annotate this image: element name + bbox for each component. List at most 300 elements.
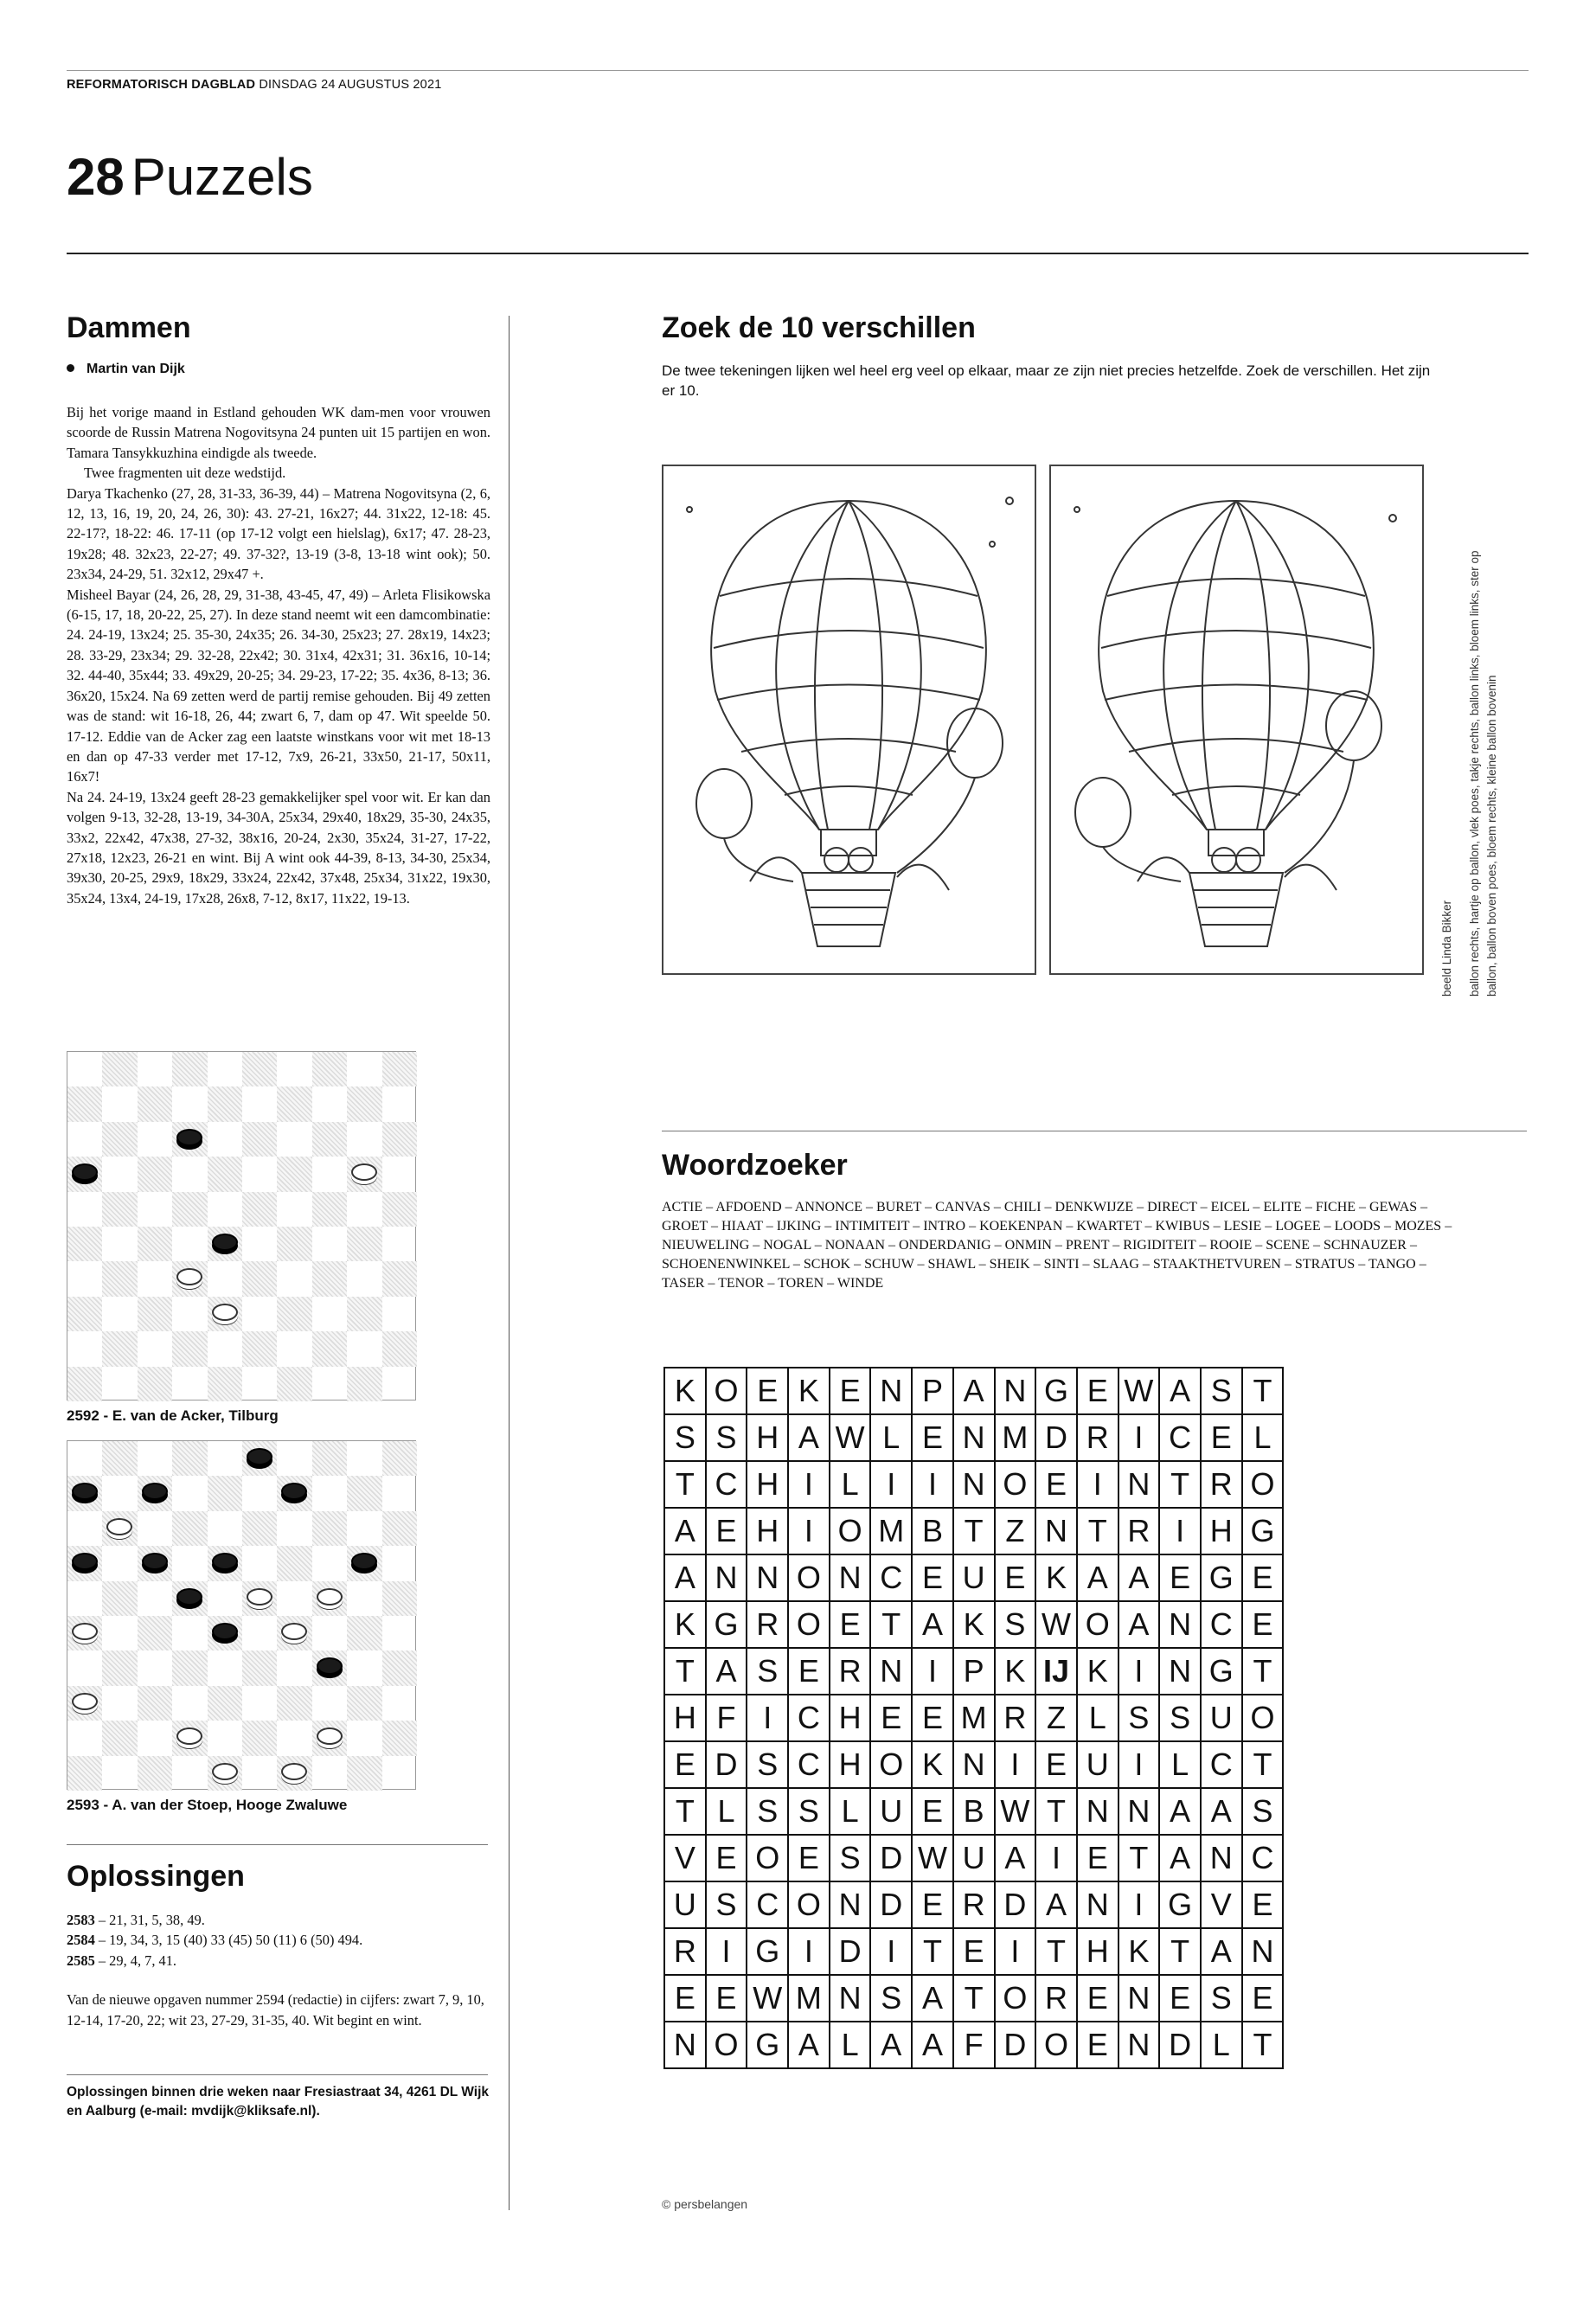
board-square — [138, 1650, 172, 1685]
grid-cell: C — [706, 1461, 747, 1508]
grid-cell: A — [788, 1414, 830, 1461]
grid-cell: S — [870, 1975, 912, 2022]
grid-cell: E — [706, 1975, 747, 2022]
dammen-paragraph: Darya Tkachenko (27, 28, 31-33, 36-39, 44) – Matrena Nogovitsyna (2, 6, 12, 13, 16, 19, 20, 24, 26, 30): 43. 27-21, 16x27; 44. 31x22, 12-18: 45. 22-17?, 18-22: 46. 17-11 (op 17-12 volgt een hielslag), 6x17; 47. 28-23, 19x28; 48. 32x23, 22-27; 49. 37-32?, 13-19 (3-8, 13-18 wint ook); 50. 23x34, 24-29, 51. 32x12, 29x47 +. — [67, 484, 490, 583]
column-divider — [509, 316, 510, 2210]
board-square — [67, 1441, 102, 1476]
illustration-credit: beeld Linda Bikker — [1440, 900, 1453, 997]
grid-cell: N — [1077, 1788, 1118, 1835]
board-square — [102, 1227, 137, 1261]
grid-cell: S — [747, 1741, 788, 1788]
grid-cell: N — [830, 1975, 871, 2022]
grid-cell: I — [1159, 1508, 1201, 1554]
board-square — [347, 1511, 381, 1546]
grid-cell: C — [1159, 1414, 1201, 1461]
board-square — [172, 1441, 207, 1476]
grid-cell: L — [1077, 1695, 1118, 1741]
grid-row — [664, 1788, 1283, 1835]
grid-cell: L — [1201, 2022, 1242, 2068]
grid-cell: V — [664, 1835, 706, 1881]
grid-cell: D — [995, 2022, 1036, 2068]
board-square — [172, 1157, 207, 1191]
grid-cell: K — [995, 1648, 1036, 1695]
grid-cell: O — [788, 1601, 830, 1648]
grid-cell: R — [1201, 1461, 1242, 1508]
grid-cell: I — [747, 1695, 788, 1741]
grid-cell: T — [664, 1648, 706, 1695]
grid-row — [664, 1461, 1283, 1508]
grid-cell: E — [1242, 1881, 1284, 1928]
board-square — [138, 1086, 172, 1121]
grid-cell: O — [1035, 2022, 1077, 2068]
board-square — [347, 1686, 381, 1721]
grid-cell: K — [953, 1601, 995, 1648]
board-square — [138, 1192, 172, 1227]
board-square — [172, 1650, 207, 1685]
board-square — [277, 1721, 311, 1755]
board-square — [312, 1441, 347, 1476]
grid-cell: S — [1201, 1368, 1242, 1414]
board-square — [242, 1331, 277, 1366]
grid-row — [664, 1975, 1283, 2022]
grid-cell: G — [1201, 1554, 1242, 1601]
grid-cell: S — [1242, 1788, 1284, 1835]
grid-cell: A — [1159, 1368, 1201, 1414]
grid-cell: I — [912, 1648, 953, 1695]
board-square — [172, 1476, 207, 1510]
grid-cell: E — [953, 1928, 995, 1975]
grid-cell: T — [1242, 2022, 1284, 2068]
grid-row — [664, 1414, 1283, 1461]
board-square — [67, 1756, 102, 1791]
grid-cell: E — [788, 1648, 830, 1695]
grid-cell: T — [1242, 1368, 1284, 1414]
grid-cell: I — [870, 1461, 912, 1508]
grid-cell: K — [664, 1368, 706, 1414]
board-square — [172, 1756, 207, 1791]
grid-cell: K — [912, 1741, 953, 1788]
grid-cell: E — [1242, 1975, 1284, 2022]
grid-cell: A — [1118, 1554, 1160, 1601]
grid-cell: N — [1159, 1648, 1201, 1695]
grid-cell: D — [870, 1881, 912, 1928]
grid-cell: A — [1035, 1881, 1077, 1928]
top-rule — [67, 70, 1529, 71]
board-square — [242, 1157, 277, 1191]
board-square — [242, 1052, 277, 1086]
grid-cell: E — [1077, 1975, 1118, 2022]
diagram-caption-2593: 2593 - A. van der Stoep, Hooge Zwaluwe — [67, 1797, 348, 1813]
board-square — [277, 1650, 311, 1685]
board-square — [208, 1157, 242, 1191]
page-number: 28 — [67, 148, 125, 206]
grid-cell: N — [1159, 1601, 1201, 1648]
grid-cell: T — [1242, 1741, 1284, 1788]
board-square — [347, 1581, 381, 1616]
grid-cell: D — [870, 1835, 912, 1881]
board-square — [382, 1686, 417, 1721]
grid-cell: W — [995, 1788, 1036, 1835]
grid-cell: A — [912, 1601, 953, 1648]
grid-cell: E — [1159, 1554, 1201, 1601]
grid-cell: S — [1159, 1695, 1201, 1741]
grid-cell: T — [664, 1461, 706, 1508]
title-rule — [67, 253, 1529, 254]
grid-cell: U — [953, 1554, 995, 1601]
grid-cell: G — [1159, 1881, 1201, 1928]
board-square — [242, 1650, 277, 1685]
dammen-paragraph: Twee fragmenten uit deze wedstijd. — [84, 465, 286, 482]
board-square — [382, 1546, 417, 1580]
grid-cell: P — [912, 1368, 953, 1414]
board-square — [208, 1261, 242, 1296]
black-piece — [212, 1623, 238, 1640]
board-square — [102, 1331, 137, 1366]
board-square — [172, 1227, 207, 1261]
board-square — [138, 1756, 172, 1791]
grid-cell: G — [706, 1601, 747, 1648]
board-square — [277, 1331, 311, 1366]
white-piece — [317, 1588, 343, 1606]
board-square — [138, 1261, 172, 1296]
grid-cell: H — [747, 1461, 788, 1508]
board-square — [172, 1331, 207, 1366]
board-square — [312, 1546, 347, 1580]
copyright: © persbelangen — [662, 2197, 748, 2211]
grid-cell: A — [1201, 1928, 1242, 1975]
board-square — [242, 1686, 277, 1721]
board-square — [172, 1511, 207, 1546]
board-square — [312, 1511, 347, 1546]
grid-cell: E — [664, 1975, 706, 2022]
verschillen-intro: De twee tekeningen lijken wel heel erg veel op elkaar, maar ze zijn niet precies hetzelfde. Zoek de verschillen. Het zijn er 10. — [662, 362, 1431, 399]
white-piece — [212, 1304, 238, 1321]
grid-cell: E — [995, 1554, 1036, 1601]
board-square — [242, 1261, 277, 1296]
board-square — [242, 1086, 277, 1121]
black-piece — [212, 1234, 238, 1251]
board-square — [382, 1331, 417, 1366]
grid-cell: D — [706, 1741, 747, 1788]
board-square — [382, 1721, 417, 1755]
diagram-caption-2592: 2592 - E. van de Acker, Tilburg — [67, 1407, 279, 1424]
grid-cell: H — [664, 1695, 706, 1741]
grid-cell: N — [1118, 1461, 1160, 1508]
solution-text: – 21, 31, 5, 38, 49. — [94, 1912, 205, 1928]
board-square — [277, 1686, 311, 1721]
woordzoeker-wordlist: ACTIE – AFDOEND – ANNONCE – BURET – CANVAS – CHILI – DENKWIJZE – DIRECT – EICEL – ELITE – FICHE – GEWAS – GROET – HIAAT – IJKING – INTIMITEIT – INTRO – KOEKENPAN – KWARTET – KWIBUS – LESIE – LOGEE – LOODS – MOZES – NIEUWELING – NOGAL – NONAAN – ONDERDANIG – ONMIN – PRENT – RIGIDITEIT – ROOIE – SCENE – SCHNAUZER – SCHOENENWINKEL – SCHOK – SCHUW – SHAWL – SHEIK – SINTI – SLAAG – STAAKTHETVUREN – STRATUS – TANGO – TASER – TENOR – TOREN – WINDE — [662, 1200, 1452, 1291]
grid-cell: H — [830, 1741, 871, 1788]
grid-cell: G — [747, 1928, 788, 1975]
board-square — [347, 1616, 381, 1650]
board-square — [242, 1227, 277, 1261]
board-square — [67, 1331, 102, 1366]
board-square — [208, 1650, 242, 1685]
section-name: Puzzels — [131, 148, 313, 206]
board-square — [138, 1581, 172, 1616]
grid-row — [664, 1648, 1283, 1695]
board-square — [277, 1367, 311, 1401]
board-square — [208, 1686, 242, 1721]
grid-cell: N — [953, 1461, 995, 1508]
grid-cell: W — [830, 1414, 871, 1461]
grid-cell: S — [1201, 1975, 1242, 2022]
grid-cell: C — [1242, 1835, 1284, 1881]
grid-cell: E — [1035, 1461, 1077, 1508]
board-square — [102, 1686, 137, 1721]
board-square — [67, 1511, 102, 1546]
drawing-left — [662, 465, 1036, 975]
board-square — [277, 1261, 311, 1296]
board-square — [382, 1052, 417, 1086]
board-square — [102, 1367, 137, 1401]
grid-cell: U — [664, 1881, 706, 1928]
board-square — [382, 1581, 417, 1616]
board-square — [277, 1122, 311, 1157]
new-problem-text: Van de nieuwe opgaven nummer 2594 (redactie) in cijfers: zwart 7, 9, 10, 12-14, 17-20, 22; wit 23, 27-29, 31-35, 40. Wit begint en wint. — [67, 1991, 484, 2029]
grid-cell: A — [788, 2022, 830, 2068]
board-square — [67, 1122, 102, 1157]
grid-cell: R — [830, 1648, 871, 1695]
grid-cell: U — [1201, 1695, 1242, 1741]
grid-cell: I — [995, 1741, 1036, 1788]
grid-cell: S — [995, 1601, 1036, 1648]
grid-cell: D — [830, 1928, 871, 1975]
grid-cell: E — [1077, 1368, 1118, 1414]
grid-cell: S — [1118, 1695, 1160, 1741]
grid-cell: T — [870, 1601, 912, 1648]
grid-cell: H — [1077, 1928, 1118, 1975]
solution-number: 2585 — [67, 1952, 95, 1969]
board-square — [102, 1261, 137, 1296]
board-square — [67, 1227, 102, 1261]
grid-cell: D — [1035, 1414, 1077, 1461]
grid-cell: H — [747, 1508, 788, 1554]
grid-cell: A — [995, 1835, 1036, 1881]
board-square — [277, 1227, 311, 1261]
grid-cell: D — [995, 1881, 1036, 1928]
board-square — [242, 1721, 277, 1755]
board-square — [138, 1511, 172, 1546]
board-square — [102, 1157, 137, 1191]
grid-cell: E — [1077, 1835, 1118, 1881]
grid-cell: E — [1242, 1554, 1284, 1601]
board-square — [312, 1122, 347, 1157]
board-square — [382, 1511, 417, 1546]
verschillen-answers-line2: ballon, ballon boven poes, bloem rechts, kleine ballon bovenin — [1485, 675, 1498, 997]
board-square — [242, 1192, 277, 1227]
board-square — [312, 1052, 347, 1086]
grid-cell: N — [1118, 2022, 1160, 2068]
grid-cell: N — [1201, 1835, 1242, 1881]
masthead — [67, 78, 441, 92]
board-square — [242, 1546, 277, 1580]
grid-cell: E — [1201, 1414, 1242, 1461]
grid-cell: A — [912, 2022, 953, 2068]
dammen-paragraph: Misheel Bayar (24, 26, 28, 29, 31-38, 43-45, 47, 49) – Arleta Flisikowska (6-15, 17, 18, 20-22, 25, 27). In deze stand neemt wit een damcombinatie: 24. 24-19, 13x24; 25. 35-30, 24x35; 26. 34-30, 25x23; 27. 28x19, 14x23; 28. 33-29, 23x34; 29. 32-28, 22x42; 30. 31x4, 42x31; 31. 36x16, 10-14; 32. 44-40, 35x44; 33. 49x29, 20-25; 34. 29-23, 17-22; 35. 4x36, 8-13; 36. 36x20, 15x24. Na 69 zetten werd de partij remise gehouden. Bij 49 zetten was de stand: wit 16-18, 26, 44; zwart 6, 7, dam op 47. Wit speelde 50. 17-12. Eddie van de Acker zag een laatste winstkans voor wit met 18-13 en dan op 47-33 verder met 17-12, 7x9, 26-21, 33x50, 21-17, 50x11, 16x7! — [67, 586, 490, 785]
grid-cell: E — [830, 1601, 871, 1648]
board-square — [347, 1441, 381, 1476]
grid-cell: T — [1035, 1788, 1077, 1835]
grid-cell: E — [1159, 1975, 1201, 2022]
board-square — [347, 1650, 381, 1685]
board-square — [172, 1086, 207, 1121]
black-piece — [176, 1588, 202, 1606]
grid-cell: S — [747, 1648, 788, 1695]
white-piece — [247, 1588, 272, 1606]
board-square — [382, 1476, 417, 1510]
board-square — [347, 1052, 381, 1086]
grid-cell: Z — [995, 1508, 1036, 1554]
grid-cell: A — [1159, 1835, 1201, 1881]
solution-text: – 19, 34, 3, 15 (40) 33 (45) 50 (11) 6 (50) 494. — [94, 1932, 363, 1949]
grid-cell: N — [1035, 1508, 1077, 1554]
grid-cell: E — [788, 1835, 830, 1881]
grid-cell: I — [788, 1928, 830, 1975]
grid-cell: U — [870, 1788, 912, 1835]
grid-cell: E — [1077, 2022, 1118, 2068]
board-square — [138, 1441, 172, 1476]
board-square — [67, 1650, 102, 1685]
board-square — [102, 1650, 137, 1685]
grid-cell: L — [830, 1788, 871, 1835]
masthead-date: DINSDAG 24 AUGUSTUS 2021 — [259, 78, 442, 92]
board-square — [312, 1367, 347, 1401]
grid-cell: A — [1201, 1788, 1242, 1835]
grid-cell: M — [870, 1508, 912, 1554]
board-square — [208, 1122, 242, 1157]
grid-cell: E — [706, 1508, 747, 1554]
draughts-diagram-2592 — [67, 1051, 416, 1400]
board-square — [347, 1297, 381, 1331]
grid-cell: I — [788, 1508, 830, 1554]
grid-cell: N — [1077, 1881, 1118, 1928]
black-piece — [247, 1448, 272, 1465]
board-square — [172, 1546, 207, 1580]
board-square — [382, 1367, 417, 1401]
board-square — [347, 1367, 381, 1401]
dammen-title: Dammen — [67, 311, 191, 344]
grid-cell: S — [830, 1835, 871, 1881]
grid-cell: U — [1077, 1741, 1118, 1788]
grid-cell: O — [830, 1508, 871, 1554]
board-square — [138, 1227, 172, 1261]
grid-cell: O — [1242, 1461, 1284, 1508]
grid-cell: K — [664, 1601, 706, 1648]
board-square — [277, 1157, 311, 1191]
board-square — [312, 1476, 347, 1510]
grid-cell: G — [747, 2022, 788, 2068]
grid-cell: M — [995, 1414, 1036, 1461]
woordzoeker-title: Woordzoeker — [662, 1149, 848, 1182]
grid-cell: A — [953, 1368, 995, 1414]
board-square — [312, 1616, 347, 1650]
board-square — [208, 1511, 242, 1546]
grid-cell: R — [953, 1881, 995, 1928]
grid-cell: R — [664, 1928, 706, 1975]
grid-cell: O — [706, 2022, 747, 2068]
grid-cell: G — [1242, 1508, 1284, 1554]
black-piece — [142, 1553, 168, 1570]
grid-row — [664, 1695, 1283, 1741]
grid-cell: E — [912, 1554, 953, 1601]
board-square — [277, 1441, 311, 1476]
grid-cell: P — [953, 1648, 995, 1695]
grid-row — [664, 1508, 1283, 1554]
grid-row — [664, 1368, 1283, 1414]
board-square — [172, 1052, 207, 1086]
board-square — [172, 1367, 207, 1401]
board-square — [138, 1122, 172, 1157]
grid-cell: R — [1118, 1508, 1160, 1554]
grid-cell: A — [664, 1508, 706, 1554]
board-square — [347, 1261, 381, 1296]
board-square — [67, 1721, 102, 1755]
grid-cell: E — [706, 1835, 747, 1881]
board-square — [102, 1581, 137, 1616]
grid-cell: B — [953, 1788, 995, 1835]
grid-cell: O — [706, 1368, 747, 1414]
grid-cell: O — [788, 1554, 830, 1601]
grid-cell: N — [1118, 1788, 1160, 1835]
grid-cell: A — [1159, 1788, 1201, 1835]
grid-cell: N — [870, 1648, 912, 1695]
grid-cell: N — [747, 1554, 788, 1601]
board-square — [242, 1122, 277, 1157]
grid-cell: B — [912, 1508, 953, 1554]
grid-cell: W — [1118, 1368, 1160, 1414]
grid-cell: E — [664, 1741, 706, 1788]
send-solutions: Oplossingen binnen drie weken naar Fresiastraat 34, 4261 DL Wijk en Aalburg (e-mail: mvdijk@kliksafe.nl). — [67, 2085, 490, 2118]
grid-cell: R — [747, 1601, 788, 1648]
grid-cell: L — [706, 1788, 747, 1835]
grid-cell: L — [830, 2022, 871, 2068]
grid-cell: I — [1118, 1881, 1160, 1928]
board-square — [347, 1227, 381, 1261]
hot-air-balloon-illustration — [1051, 466, 1422, 973]
grid-cell: O — [788, 1881, 830, 1928]
grid-cell: I — [706, 1928, 747, 1975]
grid-cell: I — [1118, 1414, 1160, 1461]
board-square — [67, 1086, 102, 1121]
dammen-article — [67, 402, 490, 908]
grid-cell: K — [1035, 1554, 1077, 1601]
grid-cell: U — [953, 1835, 995, 1881]
grid-cell: G — [1201, 1648, 1242, 1695]
board-square — [138, 1616, 172, 1650]
board-square — [102, 1052, 137, 1086]
board-square — [312, 1157, 347, 1191]
board-square — [102, 1476, 137, 1510]
grid-cell: E — [870, 1695, 912, 1741]
dammen-paragraph: Na 24. 24-19, 13x24 geeft 28-23 gemakkelijker spel voor wit. Er kan dan volgen 9-13, 32-28, 13-19, 34-30A, 25x34, 29x40, 18x29, 35-30, 24x35, 33x2, 22x42, 47x38, 27-32, 38x16, 20-24, 2x30, 35x24, 31-27, 17-22, 27x18, 12x23, 26-21 en wint. Bij A wint ook 44-39, 8-13, 34-30, 25x34, 39x30, 20-25, 29x9, 18x29, 33x24, 22x42, 37x48, 25x34, 31x22, 19x30, 35x24, 13x4, 24-19, 17x28, 26x8, 7-12, 8x17, 11x22, 19-13. — [67, 788, 490, 907]
board-square — [102, 1192, 137, 1227]
board-square — [138, 1052, 172, 1086]
grid-cell: N — [664, 2022, 706, 2068]
grid-cell: E — [912, 1695, 953, 1741]
grid-cell: C — [747, 1881, 788, 1928]
board-square — [242, 1616, 277, 1650]
board-square — [382, 1297, 417, 1331]
board-square — [172, 1192, 207, 1227]
board-square — [312, 1086, 347, 1121]
grid-row — [664, 1881, 1283, 1928]
board-square — [172, 1686, 207, 1721]
board-square — [382, 1122, 417, 1157]
grid-cell: A — [1077, 1554, 1118, 1601]
board-square — [347, 1086, 381, 1121]
board-square — [208, 1192, 242, 1227]
